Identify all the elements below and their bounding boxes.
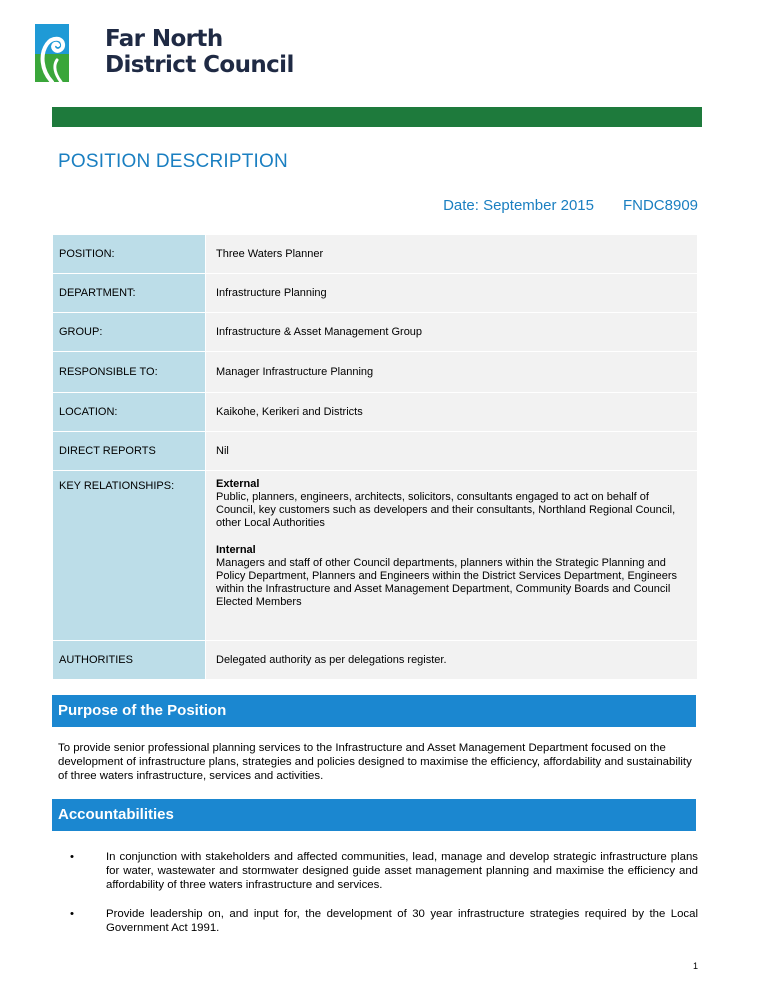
table-row: [53, 471, 698, 641]
internal-heading: Internal: [216, 544, 256, 556]
document-date: Date: September 2015: [443, 197, 594, 214]
page-number: 1: [692, 961, 698, 971]
document-title: POSITION DESCRIPTION: [58, 151, 288, 172]
key-relationships-value: [206, 471, 698, 641]
row-value: Infrastructure Planning: [206, 274, 698, 313]
row-value: Delegated authority as per delegations register.: [206, 641, 698, 680]
row-value: Infrastructure & Asset Management Group: [206, 313, 698, 352]
row-label: LOCATION:: [53, 393, 206, 432]
list-item-text: In conjunction with stakeholders and affected communities, lead, manage and develop strategic infrastructure plans for water, wastewater and stormwater designed guide asset management planning and maximise the efficiency and affordability of three waters infrastructure and services.: [106, 851, 698, 891]
row-label: AUTHORITIES: [53, 641, 206, 680]
spacer: [216, 530, 687, 544]
list-item: [58, 850, 698, 892]
table-row: [53, 432, 698, 471]
external-heading: External: [216, 478, 260, 490]
row-value: Kaikohe, Kerikeri and Districts: [206, 393, 698, 432]
row-label: GROUP:: [53, 313, 206, 352]
table-row: [53, 393, 698, 432]
row-label: DIRECT REPORTS: [53, 432, 206, 471]
table-row: [53, 352, 698, 393]
row-value: Nil: [206, 432, 698, 471]
row-value: Manager Infrastructure Planning: [206, 352, 698, 393]
accountabilities-list: [58, 850, 698, 950]
header-green-bar: [52, 107, 702, 127]
council-logo: [35, 24, 294, 86]
bullet-icon: •: [70, 851, 74, 863]
row-label: KEY RELATIONSHIPS:: [53, 471, 206, 641]
position-details-table: [52, 234, 698, 680]
purpose-text: To provide senior professional planning services to the Infrastructure and Asset Management Department focused on the development of infrastructure plans, strategies and policies designed to maximise the efficiency, affordability and sustainability of three waters infrastructure, services and activities.: [58, 742, 692, 782]
logo-line-1: Far North: [105, 26, 223, 52]
purpose-section-heading: Purpose of the Position: [52, 695, 696, 727]
row-label: DEPARTMENT:: [53, 274, 206, 313]
table-row: [53, 313, 698, 352]
koru-logo-icon: [35, 24, 69, 82]
internal-text: Managers and staff of other Council departments, planners within the Strategic Planning and Policy Department, Planners and Engineers within the District Services Department, Engineers within the Infrastructure and Asset Management Department, Community Boards and Council Elected Members: [216, 557, 677, 608]
bullet-icon: •: [70, 908, 74, 920]
list-item: [58, 907, 698, 935]
row-label: RESPONSIBLE TO:: [53, 352, 206, 393]
document-code: FNDC8909: [622, 197, 698, 214]
table-row: [53, 641, 698, 680]
external-text: Public, planners, engineers, architects, solicitors, consultants engaged to act on behalf of Council, key customers such as developers and their consultants, Northland Regional Council, other Local Authorities: [216, 491, 676, 529]
table-row: [53, 274, 698, 313]
row-label: POSITION:: [53, 235, 206, 274]
logo-line-2: District Council: [105, 52, 294, 78]
table-row: [53, 235, 698, 274]
accountabilities-section-heading: Accountabilities: [52, 799, 696, 831]
logo-wordmark: [105, 26, 294, 78]
row-value: Three Waters Planner: [206, 235, 698, 274]
list-item-text: Provide leadership on, and input for, the development of 30 year infrastructure strategies required by the Local Government Act 1991.: [106, 908, 698, 934]
